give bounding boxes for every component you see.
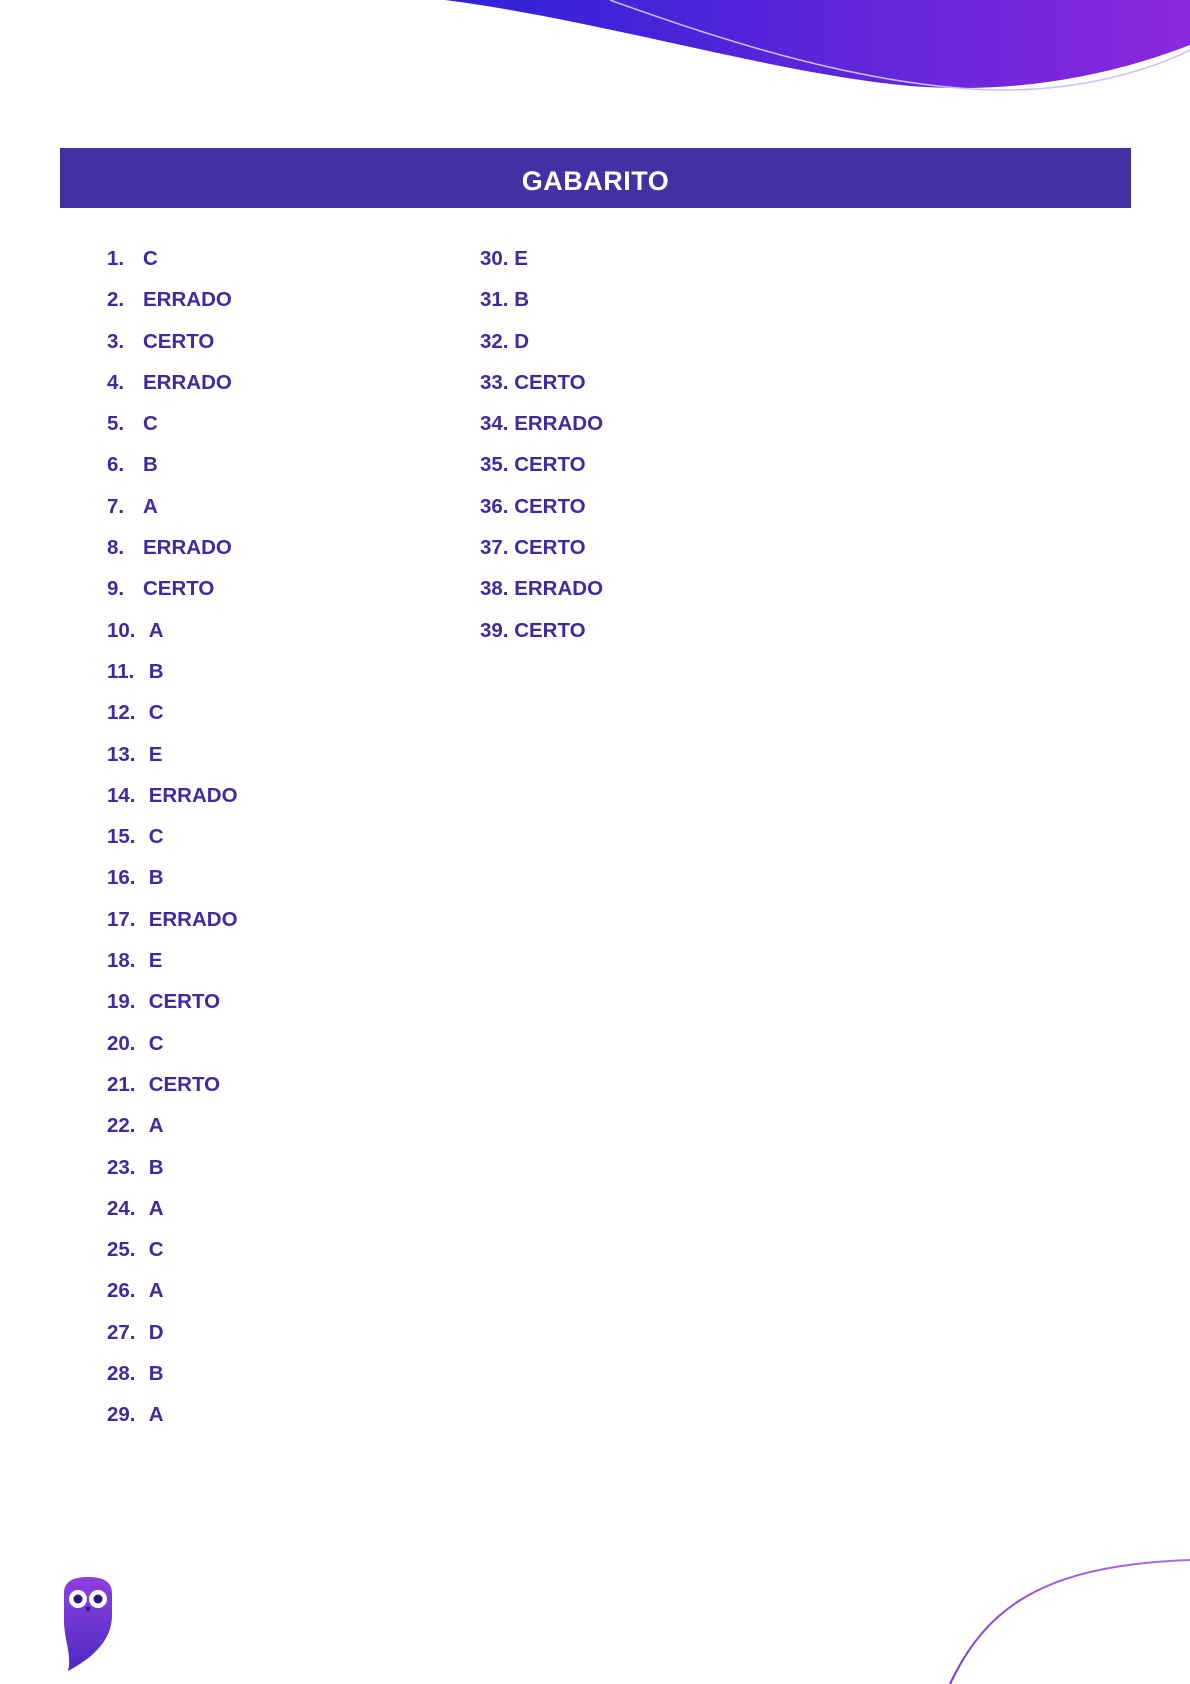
answer-item <box>107 1312 238 1353</box>
answer-value: C <box>148 1238 164 1262</box>
answer-item <box>107 981 238 1022</box>
answer-value: E <box>148 742 163 766</box>
answer-item <box>107 857 238 898</box>
answer-list-right <box>480 238 603 651</box>
answer-value: B <box>148 1362 164 1386</box>
top-wave-decoration <box>0 0 1190 110</box>
answer-value: ERRADO <box>143 536 232 560</box>
answer-value: A <box>148 1114 164 1138</box>
answer-item <box>107 651 238 692</box>
answer-value: A <box>148 1279 164 1303</box>
answer-number: 29. <box>107 1403 136 1427</box>
answer-number: 16. <box>107 866 136 890</box>
answer-value: C <box>148 701 164 725</box>
answer-value: CERTO <box>514 370 586 394</box>
answer-value: A <box>148 1196 164 1220</box>
answer-number: 12. <box>107 701 136 725</box>
answer-value: ERRADO <box>148 907 238 931</box>
page-title: gabarito <box>521 156 670 199</box>
answer-number: 31. <box>480 288 509 312</box>
answer-value: C <box>143 247 158 270</box>
answer-item <box>107 1188 238 1229</box>
answer-number: 11. <box>107 659 135 683</box>
answer-item <box>107 362 238 403</box>
answer-item <box>480 403 603 444</box>
answer-number: 30. <box>480 247 509 270</box>
answer-item <box>107 238 238 279</box>
answer-value: D <box>148 1320 164 1344</box>
answer-number: 28. <box>107 1362 136 1386</box>
answer-value: C <box>148 825 164 849</box>
answer-value: CERTO <box>148 990 221 1014</box>
owl-logo-icon <box>58 1575 118 1675</box>
answer-item <box>107 734 238 775</box>
answer-item <box>107 775 238 816</box>
answer-item <box>107 940 238 981</box>
answer-value: CERTO <box>514 494 586 518</box>
answer-number: 26. <box>107 1279 136 1303</box>
answer-number: 8. <box>107 536 125 560</box>
answer-number: 15. <box>107 825 136 849</box>
answer-number: 1. <box>107 247 125 270</box>
answer-item <box>107 1394 238 1435</box>
answer-value: B <box>148 659 164 683</box>
answer-number: 37. <box>480 536 509 560</box>
answer-item <box>107 1353 238 1394</box>
answer-number: 27. <box>107 1320 136 1344</box>
answer-value: A <box>148 1403 164 1427</box>
answer-item <box>107 321 238 362</box>
answer-item <box>480 279 603 320</box>
answer-value: A <box>148 618 164 642</box>
answer-item <box>480 444 603 485</box>
answer-list-left <box>107 238 238 1436</box>
answer-number: 23. <box>107 1155 136 1179</box>
answer-item <box>107 444 238 485</box>
answer-item <box>107 279 238 320</box>
answer-item <box>480 568 603 609</box>
answer-item <box>107 899 238 940</box>
answer-value: D <box>514 329 530 353</box>
answer-number: 34. <box>480 412 509 436</box>
answer-value: E <box>514 247 528 270</box>
answer-value: ERRADO <box>143 288 232 312</box>
bottom-curve-decoration <box>0 1520 1190 1684</box>
answer-number: 22. <box>107 1114 136 1138</box>
answer-value: CERTO <box>514 618 586 642</box>
answer-number: 38. <box>480 577 509 601</box>
answer-item <box>480 238 603 279</box>
answer-number: 36. <box>480 494 509 518</box>
answer-number: 33. <box>480 370 509 394</box>
answer-item <box>107 1023 238 1064</box>
answer-item <box>480 362 603 403</box>
answer-item <box>480 486 603 527</box>
answer-number: 35. <box>480 453 509 477</box>
answer-item <box>107 1105 238 1146</box>
answer-number: 14. <box>107 783 136 807</box>
answer-value: CERTO <box>143 577 215 601</box>
answer-value: CERTO <box>148 1072 221 1096</box>
answer-number: 21. <box>107 1072 136 1096</box>
answer-number: 2. <box>107 288 125 312</box>
answer-value: A <box>143 494 158 518</box>
answer-item <box>107 692 238 733</box>
answer-item <box>107 486 238 527</box>
answer-value: CERTO <box>143 329 215 353</box>
answer-number: 17. <box>107 907 136 931</box>
answer-value: E <box>148 949 163 973</box>
answer-number: 32. <box>480 329 509 353</box>
answer-value: ERRADO <box>148 783 238 807</box>
answer-item <box>107 610 238 651</box>
answer-value: CERTO <box>514 453 586 477</box>
answer-number: 3. <box>107 329 125 353</box>
answer-item <box>107 1270 238 1311</box>
answer-item <box>480 321 603 362</box>
answer-number: 19. <box>107 990 136 1014</box>
answer-item <box>107 403 238 444</box>
answer-number: 9. <box>107 577 125 601</box>
answer-item <box>480 610 603 651</box>
answer-value: ERRADO <box>143 370 232 394</box>
answer-item <box>107 1064 238 1105</box>
answer-number: 13. <box>107 742 136 766</box>
answer-item <box>107 527 238 568</box>
answer-number: 25. <box>107 1238 136 1262</box>
answer-value: ERRADO <box>514 577 604 601</box>
answer-number: 24. <box>107 1196 136 1220</box>
title-banner <box>60 148 1131 208</box>
answer-value: B <box>143 453 158 477</box>
answer-value: B <box>148 1155 164 1179</box>
answer-number: 5. <box>107 412 125 436</box>
answer-value: B <box>148 866 164 890</box>
answer-number: 18. <box>107 949 136 973</box>
answer-item <box>480 527 603 568</box>
answer-value: CERTO <box>514 536 586 560</box>
answer-number: 10. <box>107 618 136 642</box>
answer-value: C <box>143 412 158 436</box>
answer-number: 7. <box>107 494 125 518</box>
answer-number: 39. <box>480 618 509 642</box>
answer-value: B <box>514 288 530 312</box>
answer-number: 6. <box>107 453 125 477</box>
answer-number: 4. <box>107 370 125 394</box>
answer-item <box>107 816 238 857</box>
answer-item <box>107 1229 238 1270</box>
answer-item <box>107 568 238 609</box>
answer-number: 20. <box>107 1031 136 1055</box>
answer-value: ERRADO <box>514 412 604 436</box>
answer-value: C <box>148 1031 164 1055</box>
answer-item <box>107 1147 238 1188</box>
